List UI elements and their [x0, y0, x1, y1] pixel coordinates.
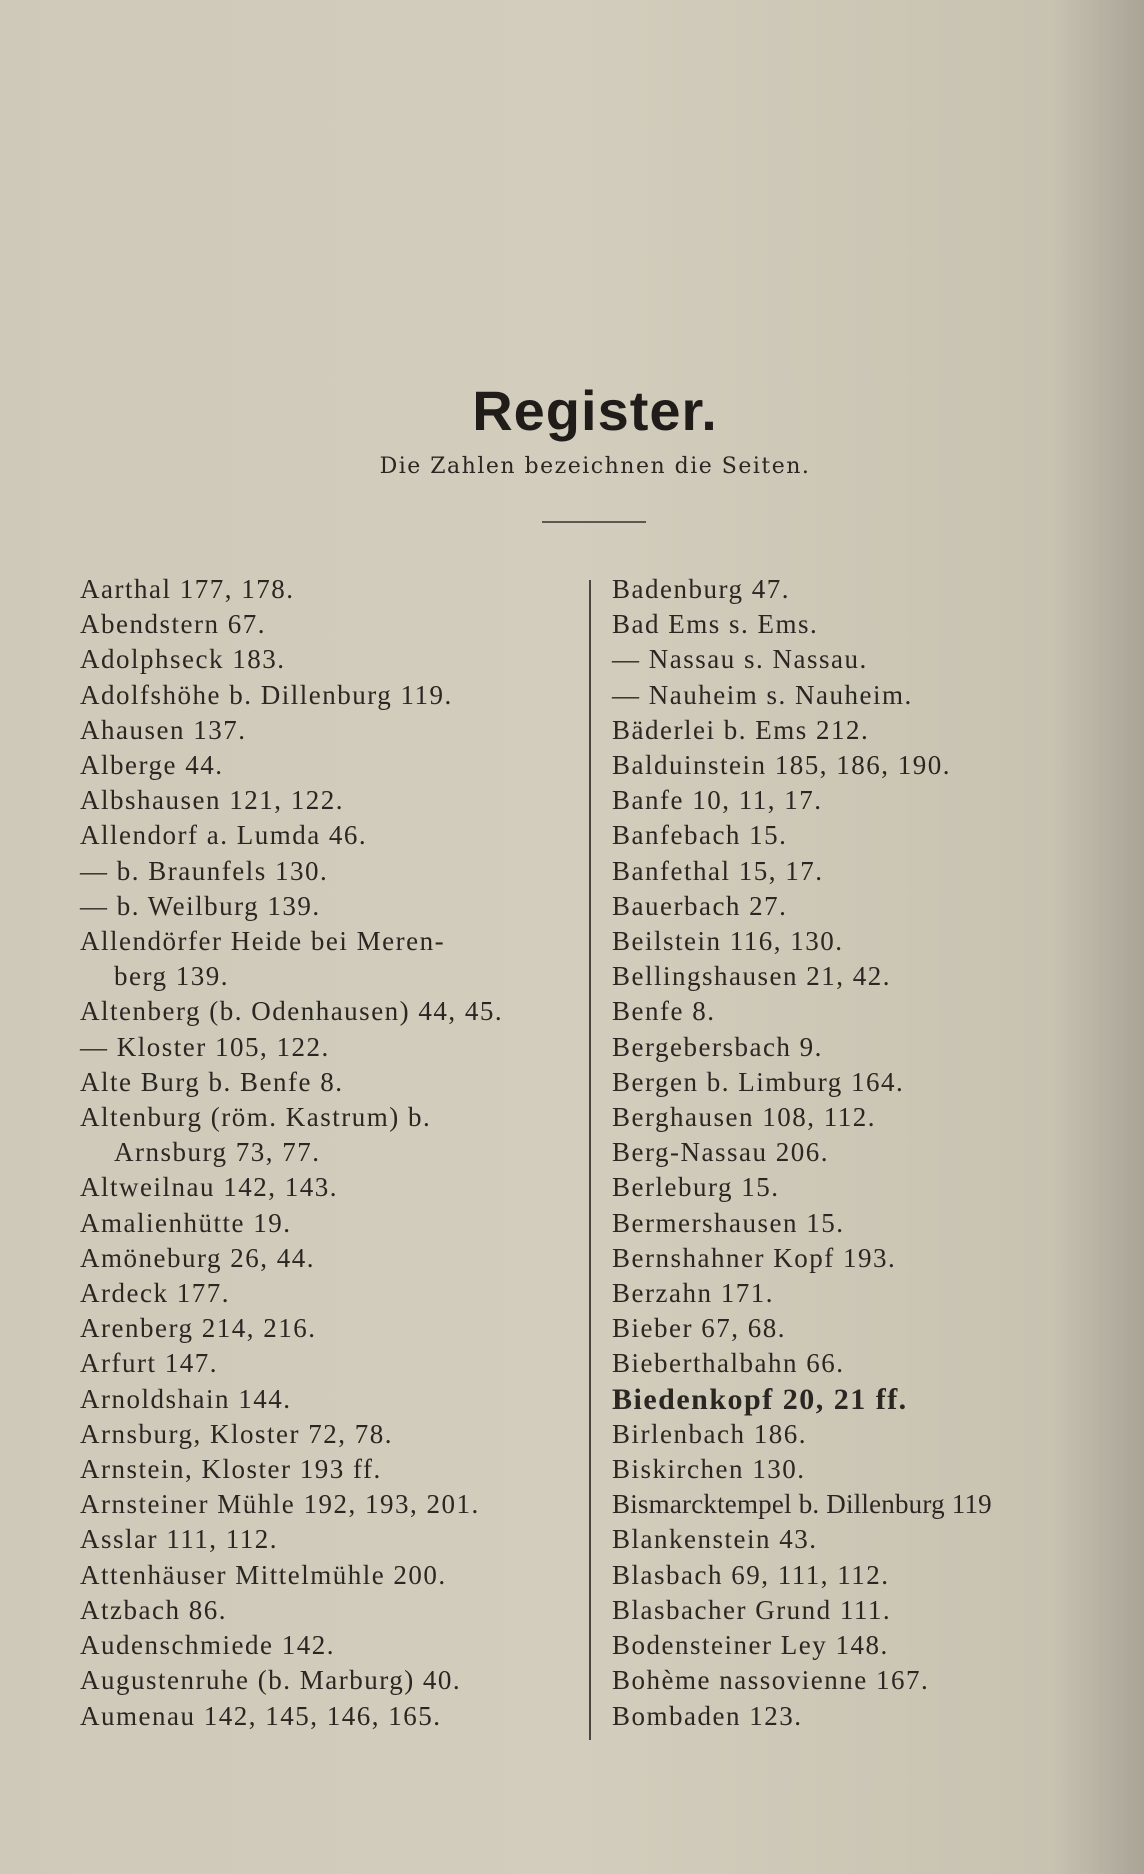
index-entry: Amöneburg 26, 44.	[80, 1242, 315, 1273]
index-entry: Bellingshausen 21, 42.	[612, 961, 891, 992]
index-entry: Bieberthalbahn 66.	[612, 1348, 845, 1379]
index-entry: Birlenbach 186.	[612, 1418, 807, 1449]
index-entry: Aumenau 142, 145, 146, 165.	[80, 1700, 442, 1731]
index-entry: Bermershausen 15.	[612, 1207, 845, 1238]
index-entry: Atzbach 86.	[80, 1594, 227, 1625]
index-entry-highlight: Biedenkopf 20, 21 ff.	[612, 1382, 908, 1416]
title-rule	[542, 521, 646, 523]
index-entry: — b. Braunfels 130.	[80, 855, 329, 886]
index-entry: — b. Weilburg 139.	[80, 890, 321, 921]
index-entry: Bäderlei b. Ems 212.	[612, 714, 870, 745]
index-entry: Berzahn 171.	[612, 1278, 774, 1309]
index-entry: Alberge 44.	[80, 750, 224, 781]
index-entry: — Kloster 105, 122.	[80, 1031, 330, 1062]
index-entry: Allendörfer Heide bei Meren-	[80, 926, 446, 957]
index-entry: Badenburg 47.	[612, 574, 790, 604]
index-entry: Bergebersbach 9.	[612, 1031, 823, 1062]
index-entry: Arenberg 214, 216.	[80, 1313, 317, 1344]
page-subtitle: Die Zahlen bezeichnen die Seiten.	[379, 454, 811, 479]
index-entry: Ardeck 177.	[80, 1278, 230, 1309]
index-entry: Blankenstein 43.	[612, 1524, 818, 1555]
index-entry-continuation: Arnsburg 73, 77.	[114, 1137, 321, 1168]
index-entry: Albshausen 121, 122.	[80, 785, 344, 816]
index-entry: Audenschmiede 142.	[80, 1630, 335, 1661]
index-entry: Altenburg (röm. Kastrum) b.	[80, 1102, 432, 1133]
index-entry: Banfebach 15.	[612, 820, 788, 851]
index-entry: Bombaden 123.	[612, 1700, 803, 1731]
index-entry: Altenberg (b. Odenhausen) 44, 45.	[80, 996, 504, 1027]
index-entry: Banfe 10, 11, 17.	[612, 785, 823, 816]
index-entry: Bodensteiner Ley 148.	[612, 1630, 889, 1661]
index-entry: Berghausen 108, 112.	[612, 1102, 876, 1133]
index-entry: Augustenruhe (b. Marburg) 40.	[80, 1665, 462, 1696]
index-entry: Beilstein 116, 130.	[612, 926, 844, 957]
index-entry: Arnsteiner Mühle 192, 193, 201.	[80, 1489, 480, 1520]
index-entry: — Nassau s. Nassau.	[612, 644, 868, 675]
index-entry: Abendstern 67.	[80, 609, 266, 640]
index-entry: Bernshahner Kopf 193.	[612, 1242, 897, 1273]
index-entry: Bad Ems s. Ems.	[612, 609, 819, 640]
index-entry: Arnstein, Kloster 193 ff.	[80, 1454, 382, 1485]
index-entry: Balduinstein 185, 186, 190.	[612, 750, 951, 781]
index-column-left	[80, 572, 562, 1734]
index-entry: Blasbach 69, 111, 112.	[612, 1559, 890, 1590]
index-entry: Bismarcktempel b. Dillenburg 119	[612, 1489, 992, 1520]
index-entry: Banfethal 15, 17.	[612, 855, 824, 886]
index-entry: Attenhäuser Mittelmühle 200.	[80, 1559, 447, 1590]
index-entry-continuation: berg 139.	[114, 961, 229, 992]
index-entry: Altweilnau 142, 143.	[80, 1172, 338, 1203]
index-entry: Asslar 111, 112.	[80, 1524, 278, 1555]
index-entry: Ahausen 137.	[80, 714, 247, 745]
index-entry: Berleburg 15.	[612, 1172, 780, 1203]
index-entry: Blasbacher Grund 111.	[612, 1594, 892, 1625]
index-entry: Bieber 67, 68.	[612, 1313, 786, 1344]
index-entry: Alte Burg b. Benfe 8.	[80, 1066, 344, 1097]
page-title: Register.	[472, 379, 718, 442]
index-entry: Amalienhütte 19.	[80, 1207, 292, 1238]
index-entry: Biskirchen 130.	[612, 1454, 806, 1485]
index-entry: Aarthal 177, 178.	[80, 574, 295, 604]
index-entry: Benfe 8.	[612, 996, 716, 1027]
index-entry: Arnoldshain 144.	[80, 1383, 292, 1414]
index-entry: — Nauheim s. Nauheim.	[612, 679, 913, 710]
index-entry: Allendorf a. Lumda 46.	[80, 820, 368, 851]
index-entry: Berg-Nassau 206.	[612, 1137, 829, 1168]
index-entry: Bohème nassovienne 167.	[612, 1665, 930, 1696]
index-entry: Arfurt 147.	[80, 1348, 218, 1379]
index-entry: Arnsburg, Kloster 72, 78.	[80, 1418, 393, 1449]
index-entry: Adolphseck 183.	[80, 644, 286, 675]
index-entry: Adolfshöhe b. Dillenburg 119.	[80, 679, 453, 710]
index-entry: Bauerbach 27.	[612, 890, 788, 921]
index-column-right	[612, 572, 1082, 1734]
index-entry: Bergen b. Limburg 164.	[612, 1066, 905, 1097]
column-divider	[589, 580, 591, 1740]
